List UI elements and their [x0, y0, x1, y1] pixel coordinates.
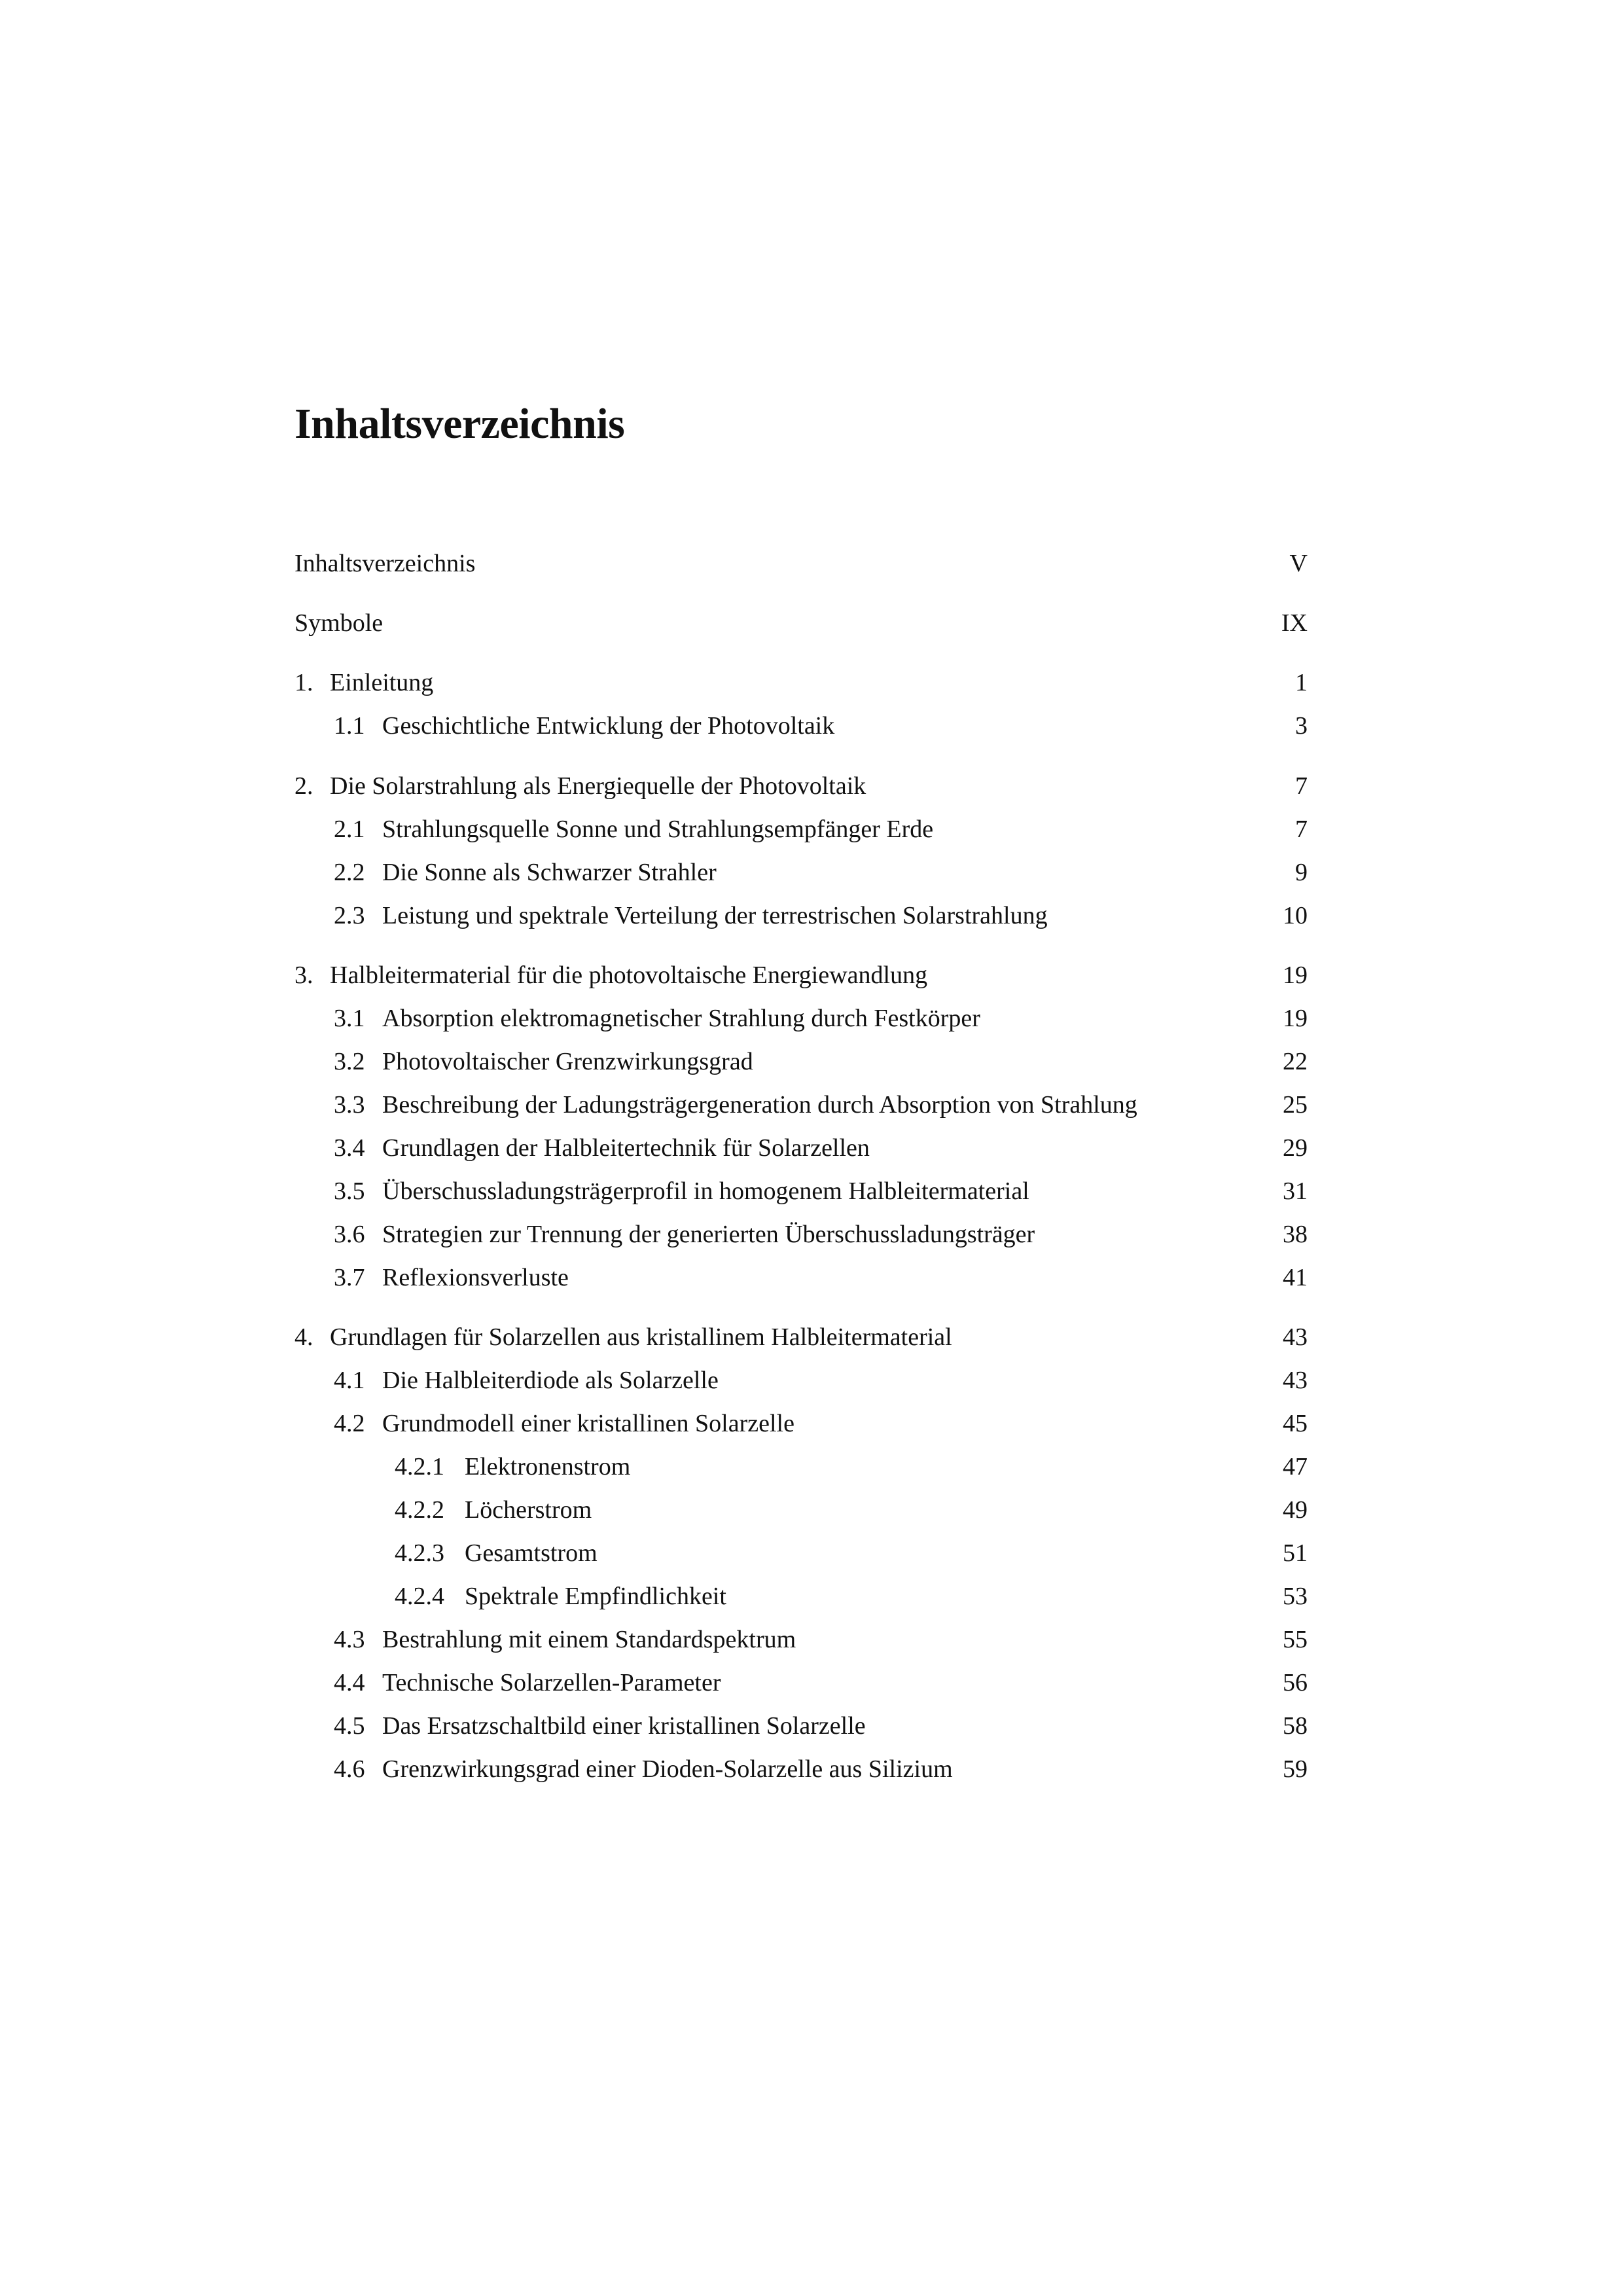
toc-entry-title: Grenzwirkungsgrad einer Dioden-Solarzelle aus Silizium: [382, 1755, 953, 1783]
toc-entry-number: 3.2: [334, 1048, 365, 1075]
toc-entry-section[interactable]: [294, 1170, 1308, 1213]
toc-entry-page: V: [1289, 550, 1308, 577]
toc-entry-page: IX: [1281, 609, 1308, 637]
toc-entry-title: Grundlagen für Solarzellen aus kristallinem Halbleitermaterial: [330, 1323, 952, 1351]
toc-entry-chapter[interactable]: [294, 1316, 1308, 1359]
toc-entry-page: 45: [1283, 1410, 1308, 1437]
toc-entry-title: Das Ersatzschaltbild einer kristallinen Solarzelle: [382, 1712, 866, 1740]
toc-entry-number: 4.2.1: [395, 1453, 444, 1480]
toc-entry-title: Beschreibung der Ladungsträgergeneration durch Absorption von Strahlung: [382, 1091, 1137, 1119]
toc-entry-title: Symbole: [294, 609, 383, 637]
toc-entry-title: Elektronenstrom: [465, 1453, 631, 1480]
toc-entry-section[interactable]: [294, 1402, 1308, 1445]
toc-entry-chapter[interactable]: [294, 661, 1308, 704]
toc-entry-number: 4.4: [334, 1669, 365, 1696]
toc-entry-section[interactable]: [294, 808, 1308, 851]
toc-entry-section[interactable]: [294, 1213, 1308, 1256]
toc-entry-page: 22: [1283, 1048, 1308, 1075]
toc-entry-page: 41: [1283, 1264, 1308, 1291]
toc-entry-title: Löcherstrom: [465, 1496, 592, 1524]
toc-entry-page: 10: [1283, 902, 1308, 929]
toc-entry-front-matter[interactable]: [294, 601, 1308, 645]
toc-entry-title: Die Sonne als Schwarzer Strahler: [382, 859, 717, 886]
toc-entry-number: 4.: [294, 1323, 313, 1351]
toc-entry-title: Photovoltaischer Grenzwirkungsgrad: [382, 1048, 753, 1075]
toc-entry-title: Halbleitermaterial für die photovoltaische Energiewandlung: [330, 961, 928, 989]
toc-entry-title: Überschussladungsträgerprofil in homogenem Halbleitermaterial: [382, 1177, 1029, 1205]
toc-entry-title: Gesamtstrom: [465, 1539, 597, 1567]
toc-entry-subsection[interactable]: [294, 1575, 1308, 1618]
toc-entry-number: 3.1: [334, 1005, 365, 1032]
toc-entry-title: Geschichtliche Entwicklung der Photovoltaik: [382, 712, 835, 740]
toc-entry-subsection[interactable]: [294, 1532, 1308, 1575]
toc-entry-front-matter[interactable]: [294, 542, 1308, 585]
toc-entry-title: Strategien zur Trennung der generierten Überschussladungsträger: [382, 1221, 1035, 1248]
toc-entry-page: 51: [1283, 1539, 1308, 1567]
toc-entry-section[interactable]: [294, 894, 1308, 937]
toc-entry-number: 4.2.2: [395, 1496, 444, 1524]
toc-entry-title: Strahlungsquelle Sonne und Strahlungsempfänger Erde: [382, 816, 934, 843]
toc-entry-page: 9: [1295, 859, 1308, 886]
toc-entry-page: 29: [1283, 1134, 1308, 1162]
toc-entry-title: Absorption elektromagnetischer Strahlung durch Festkörper: [382, 1005, 980, 1032]
toc-entry-page: 1: [1295, 669, 1308, 696]
toc-entry-section[interactable]: [294, 1661, 1308, 1704]
toc-entry-page: 59: [1283, 1755, 1308, 1783]
toc-entry-number: 1.: [294, 669, 313, 696]
toc-entry-number: 4.2.4: [395, 1583, 444, 1610]
toc-entry-title: Inhaltsverzeichnis: [294, 550, 476, 577]
toc-entry-page: 55: [1283, 1626, 1308, 1653]
toc-entry-title: Grundmodell einer kristallinen Solarzelle: [382, 1410, 794, 1437]
toc-entry-number: 3.5: [334, 1177, 365, 1205]
toc-entry-title: Die Solarstrahlung als Energiequelle der Photovoltaik: [330, 772, 866, 800]
toc-entry-number: 4.6: [334, 1755, 365, 1783]
toc-entry-page: 53: [1283, 1583, 1308, 1610]
toc-entry-title: Leistung und spektrale Verteilung der terrestrischen Solarstrahlung: [382, 902, 1048, 929]
toc-entry-title: Einleitung: [330, 669, 434, 696]
toc-entry-number: 3.4: [334, 1134, 365, 1162]
toc-entry-number: 2.3: [334, 902, 365, 929]
toc-entry-number: 4.2: [334, 1410, 365, 1437]
toc-entry-page: 58: [1283, 1712, 1308, 1740]
toc-entry-title: Bestrahlung mit einem Standardspektrum: [382, 1626, 796, 1653]
toc-entry-section[interactable]: [294, 1704, 1308, 1748]
toc-entry-section[interactable]: [294, 1083, 1308, 1126]
toc-entry-title: Die Halbleiterdiode als Solarzelle: [382, 1367, 719, 1394]
toc-entry-section[interactable]: [294, 1359, 1308, 1402]
toc-entry-section[interactable]: [294, 1040, 1308, 1083]
toc-entry-page: 56: [1283, 1669, 1308, 1696]
toc-entry-page: 47: [1283, 1453, 1308, 1480]
toc-entry-section[interactable]: [294, 1126, 1308, 1170]
toc-entry-number: 2.2: [334, 859, 365, 886]
toc-entry-section[interactable]: [294, 704, 1308, 747]
toc-entry-chapter[interactable]: [294, 764, 1308, 808]
toc-entry-page: 19: [1283, 1005, 1308, 1032]
toc-entry-page: 49: [1283, 1496, 1308, 1524]
toc-entry-page: 43: [1283, 1323, 1308, 1351]
toc-entry-chapter[interactable]: [294, 954, 1308, 997]
toc-entry-number: 4.1: [334, 1367, 365, 1394]
toc-entry-number: 2.1: [334, 816, 365, 843]
toc-entry-number: 3.: [294, 961, 313, 989]
toc-entry-section[interactable]: [294, 997, 1308, 1040]
toc-entry-title: Technische Solarzellen-Parameter: [382, 1669, 721, 1696]
toc-entry-number: 1.1: [334, 712, 365, 740]
toc-entry-number: 4.3: [334, 1626, 365, 1653]
toc-entry-subsection[interactable]: [294, 1445, 1308, 1488]
toc-entry-number: 3.6: [334, 1221, 365, 1248]
toc-entry-page: 31: [1283, 1177, 1308, 1205]
toc-entry-section[interactable]: [294, 1618, 1308, 1661]
toc-entry-page: 43: [1283, 1367, 1308, 1394]
page-title: Inhaltsverzeichnis: [294, 400, 625, 448]
toc-entry-number: 3.3: [334, 1091, 365, 1119]
toc-entry-page: 25: [1283, 1091, 1308, 1119]
toc-entry-number: 2.: [294, 772, 313, 800]
toc-entry-page: 7: [1295, 816, 1308, 843]
toc-entry-title: Grundlagen der Halbleitertechnik für Solarzellen: [382, 1134, 870, 1162]
toc-entry-section[interactable]: [294, 1748, 1308, 1791]
toc-entry-page: 7: [1295, 772, 1308, 800]
toc-entry-number: 4.2.3: [395, 1539, 444, 1567]
toc-entry-section[interactable]: [294, 1256, 1308, 1299]
toc-entry-title: Spektrale Empfindlichkeit: [465, 1583, 726, 1610]
toc-entry-section[interactable]: [294, 851, 1308, 894]
toc-entry-title: Reflexionsverluste: [382, 1264, 569, 1291]
toc-entry-page: 38: [1283, 1221, 1308, 1248]
toc-entry-subsection[interactable]: [294, 1488, 1308, 1532]
toc-entry-page: 19: [1283, 961, 1308, 989]
toc-entry-page: 3: [1295, 712, 1308, 740]
toc-entry-number: 4.5: [334, 1712, 365, 1740]
toc-entry-number: 3.7: [334, 1264, 365, 1291]
